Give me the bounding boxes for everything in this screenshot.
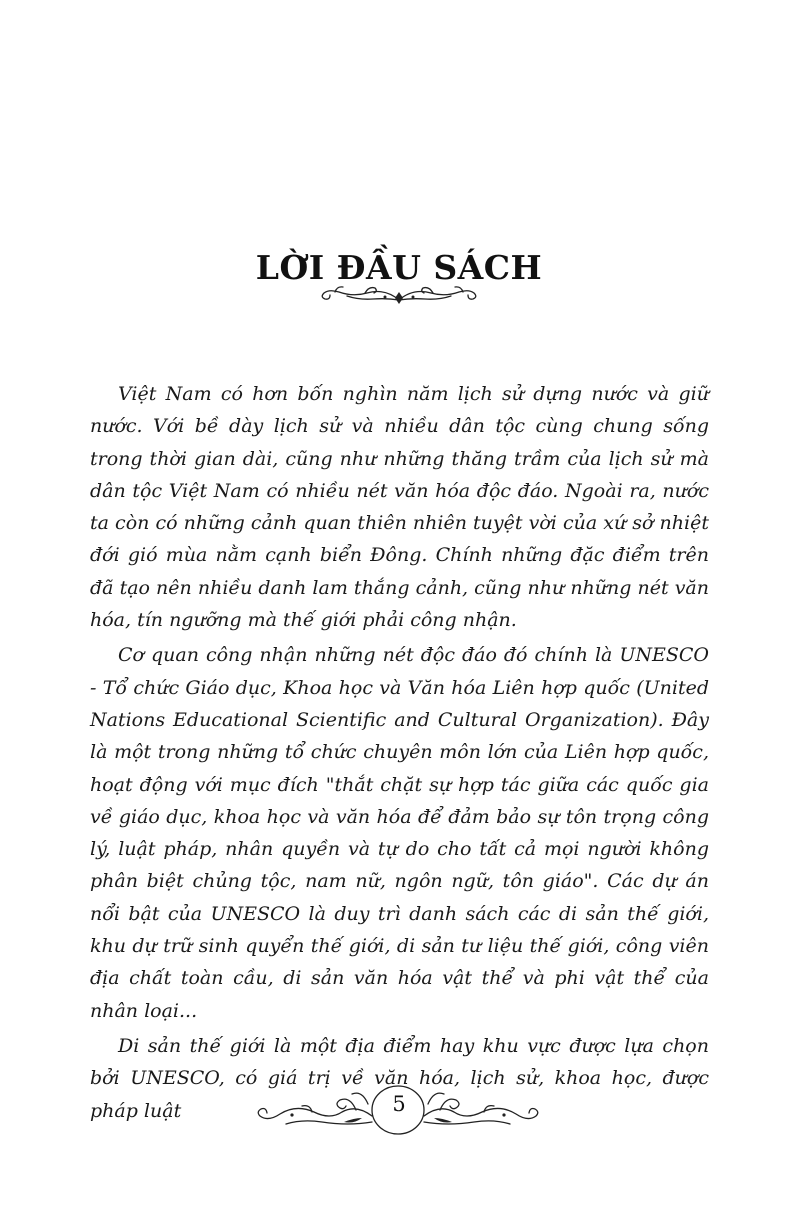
- paragraph: Việt Nam có hơn bốn nghìn năm lịch sử dựng nước và giữ nước. Với bề dày lịch sử và nhiều dân tộc cùng chung sống trong thời gian dài, cũng như những thăng trầm của lịch sử mà dân tộc Việt Nam có nhiều nét văn hóa độc đáo. Ngoài ra, nước ta còn có những cảnh quan thiên nhiên tuyệt vời của xứ sở nhiệt đới gió mùa nằm cạnh biển Đông. Chính những đặc điểm trên đã tạo nên nhiều danh lam thắng cảnh, cũng như những nét văn hóa, tín ngưỡng mà thế giới phải công nhận.: [90, 383, 709, 632]
- paragraph: Cơ quan công nhận những nét độc đáo đó chính là UNESCO - Tổ chức Giáo dục, Khoa học và Văn hóa Liên hợp quốc (United Nations Educational Scientific and Cultural Organization). Đây là một trong những tổ chức chuyên môn lớn của Liên hợp quốc, hoạt động với mục đích "thắt chặt sự hợp tác giữa các quốc gia về giáo dục, khoa học và văn hóa để đảm bảo sự tôn trọng công lý, luật pháp, nhân quyền và tự do cho tất cả mọi người không phân biệt chủng tộc, nam nữ, ngôn ngữ, tôn giáo". Các dự án nổi bật của UNESCO là duy trì danh sách các di sản thế giới, khu dự trữ sinh quyển thế giới, di sản tư liệu thế giới, công viên địa chất toàn cầu, di sản văn hóa vật thể và phi vật thể của nhân loại...: [90, 644, 709, 1022]
- body-text: [90, 378, 709, 1130]
- scroll-divider-icon: [315, 278, 483, 308]
- page-title: LỜI ĐẦU SÁCH: [255, 248, 543, 288]
- page-number: 5: [392, 1092, 406, 1116]
- paragraph: Di sản thế giới là một địa điểm hay khu vực được lựa chọn bởi UNESCO, có giá trị về văn hóa, lịch sử, khoa học, được pháp luật: [90, 1034, 709, 1122]
